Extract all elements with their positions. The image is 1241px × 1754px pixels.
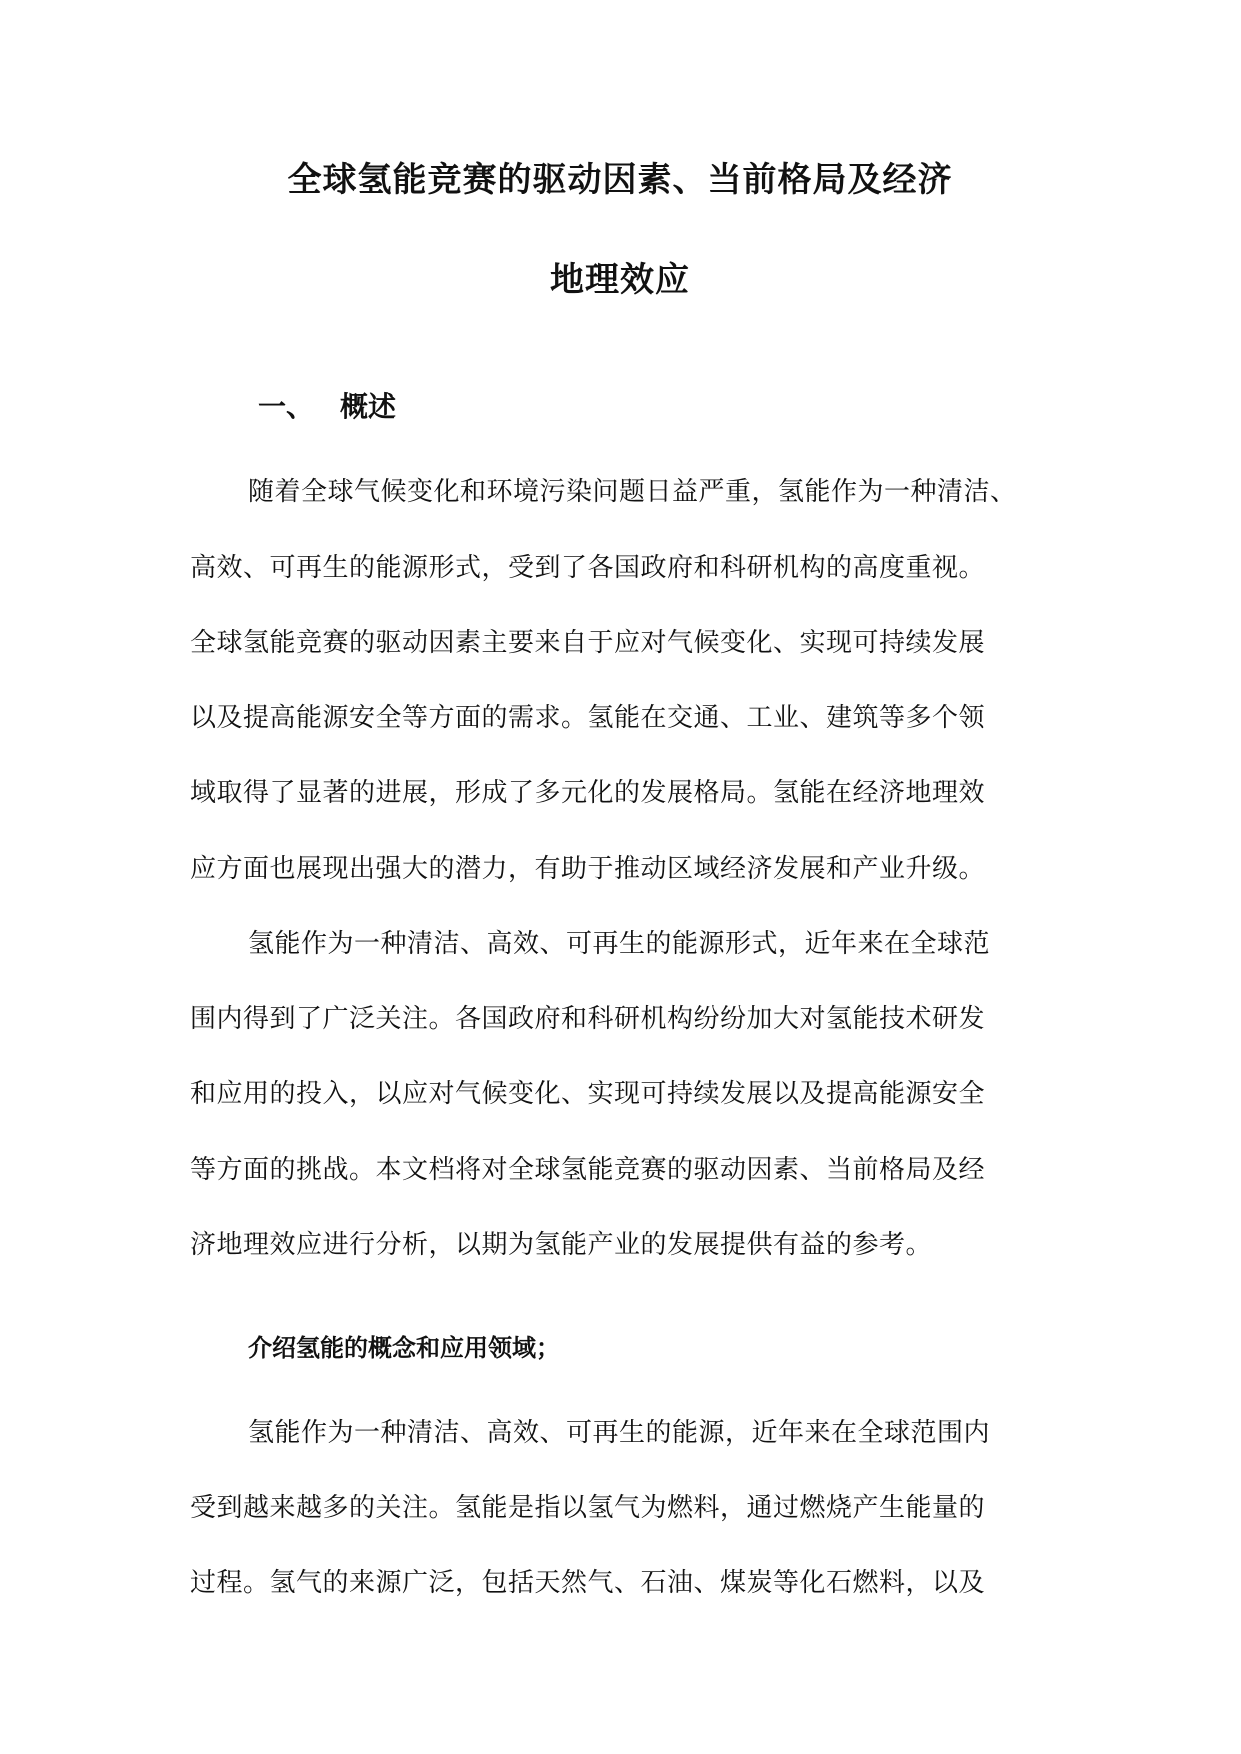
paragraph-line: 全球氢能竞赛的驱动因素主要来自于应对气候变化、实现可持续发展 (190, 628, 986, 658)
paragraph-line: 高效、可再生的能源形式，受到了各国政府和科研机构的高度重视。 (190, 553, 986, 583)
paragraph-line: 域取得了显著的进展，形成了多元化的发展格局。氢能在经济地理效 (190, 778, 986, 808)
paragraph-line: 应方面也展现出强大的潜力，有助于推动区域经济发展和产业升级。 (190, 854, 986, 884)
section-number: 一、 (258, 390, 315, 423)
paragraph-line: 过程。氢气的来源广泛，包括天然气、石油、煤炭等化石燃料，以及 (190, 1568, 986, 1598)
document-title-line1: 全球氢能竞赛的驱动因素、当前格局及经济 (287, 160, 953, 200)
paragraph-line: 以及提高能源安全等方面的需求。氢能在交通、工业、建筑等多个领 (190, 703, 986, 733)
paragraph-line: 等方面的挑战。本文档将对全球氢能竞赛的驱动因素、当前格局及经 (190, 1155, 986, 1185)
paragraph-line: 济地理效应进行分析，以期为氢能产业的发展提供有益的参考。 (190, 1230, 933, 1260)
paragraph-line: 氢能作为一种清洁、高效、可再生的能源，近年来在全球范围内 (248, 1418, 991, 1448)
subsection-heading: 介绍氢能的概念和应用领域； (248, 1334, 560, 1362)
section-title: 概述 (340, 390, 397, 423)
paragraph-line: 受到越来越多的关注。氢能是指以氢气为燃料，通过燃烧产生能量的 (190, 1493, 986, 1523)
paragraph-line: 随着全球气候变化和环境污染问题日益严重，氢能作为一种清洁、 (248, 477, 1017, 507)
paragraph-line: 围内得到了广泛关注。各国政府和科研机构纷纷加大对氢能技术研发 (190, 1004, 986, 1034)
document-title-line2: 地理效应 (550, 260, 690, 300)
paragraph-line: 和应用的投入，以应对气候变化、实现可持续发展以及提高能源安全 (190, 1079, 986, 1109)
paragraph-line: 氢能作为一种清洁、高效、可再生的能源形式，近年来在全球范 (248, 929, 991, 959)
section-heading (258, 385, 396, 425)
